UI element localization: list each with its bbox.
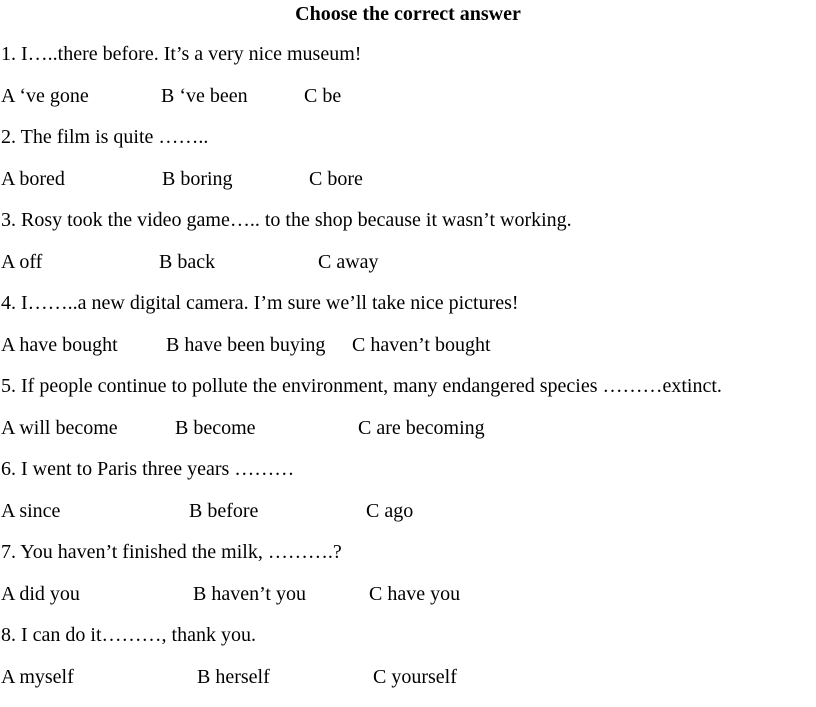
question-6-option-b: B before [189, 500, 259, 522]
question-8-option-c: C yourself [373, 666, 457, 688]
question-5-prompt: 5. If people continue to pollute the environment, many endangered species ………extinct. [1, 375, 722, 397]
question-3-prompt: 3. Rosy took the video game….. to the shop because it wasn’t working. [1, 209, 572, 231]
question-7-prompt: 7. You haven’t finished the milk, ……….? [1, 541, 342, 563]
question-7-option-c: C have you [369, 583, 461, 605]
question-5-options [1, 416, 801, 440]
question-6-prompt: 6. I went to Paris three years ……… [1, 458, 295, 480]
question-1-option-c: C be [304, 85, 342, 107]
question-1-option-a: A ‘ve gone [1, 85, 89, 107]
question-6-option-c: C ago [366, 500, 414, 522]
question-5-option-b: B become [175, 417, 256, 439]
question-3-option-a: A off [1, 251, 43, 273]
question-6-options [1, 499, 801, 523]
question-2-option-c: C bore [309, 168, 363, 190]
question-4-option-c: C haven’t bought [352, 334, 491, 356]
question-7-options [1, 582, 801, 606]
question-8-option-a: A myself [1, 666, 74, 688]
question-8-option-b: B herself [197, 666, 270, 688]
page-title: Choose the correct answer [295, 3, 521, 25]
question-4-options [1, 333, 801, 357]
question-6-option-a: A since [1, 500, 61, 522]
question-4-prompt: 4. I……..a new digital camera. I’m sure we’ll take nice pictures! [1, 292, 519, 314]
question-8-options [1, 665, 801, 689]
question-4-option-b: B have been buying [166, 334, 326, 356]
question-3-options [1, 250, 801, 274]
question-5-option-c: C are becoming [358, 417, 485, 439]
question-4-option-a: A have bought [1, 334, 118, 356]
question-7-option-b: B haven’t you [193, 583, 306, 605]
question-2-options [1, 167, 801, 191]
question-8-prompt: 8. I can do it………, thank you. [1, 624, 256, 646]
question-3-option-c: C away [318, 251, 379, 273]
question-1-prompt: 1. I…..there before. It’s a very nice museum! [1, 43, 362, 65]
question-3-option-b: B back [159, 251, 216, 273]
question-2-prompt: 2. The film is quite …….. [1, 126, 209, 148]
question-2-option-a: A bored [1, 168, 65, 190]
question-1-option-b: B ‘ve been [161, 85, 248, 107]
question-7-option-a: A did you [1, 583, 80, 605]
question-5-option-a: A will become [1, 417, 118, 439]
question-1-options [1, 84, 801, 108]
question-2-option-b: B boring [162, 168, 233, 190]
